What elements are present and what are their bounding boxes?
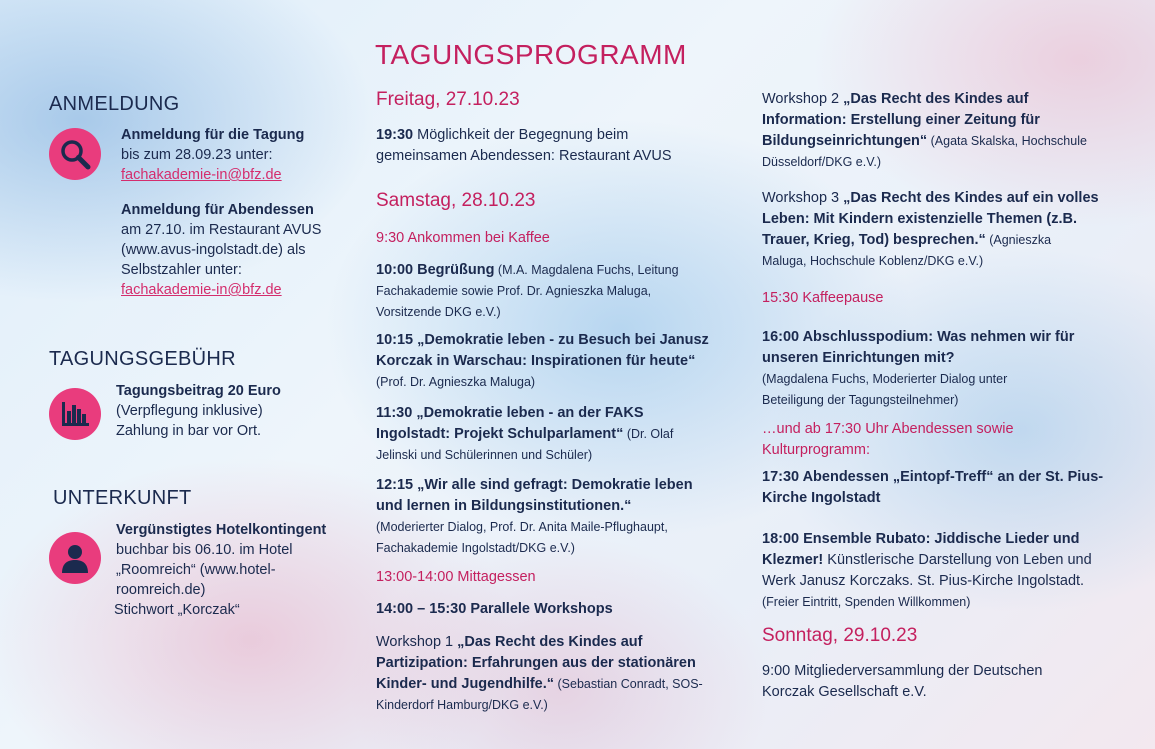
gebuehr-line: (Verpflegung inklusive)	[116, 403, 263, 419]
workshop-label: Workshop 2	[762, 91, 844, 107]
program-item-1000	[376, 260, 746, 323]
workshop-speaker: Maluga, Hochschule Koblenz/DKG e.V.)	[762, 254, 984, 268]
day-heading-saturday: Samstag, 28.10.23	[376, 190, 536, 211]
program-item-workshops: 14:00 – 15:30 Parallele Workshops	[376, 601, 613, 617]
item-title: 10:15 „Demokratie leben - zu Besuch bei Janusz	[376, 332, 709, 348]
page-title: TAGUNGSPROGRAMM	[375, 39, 687, 70]
item-title: 10:00 Begrüßung	[376, 262, 495, 278]
anmeldung-abend-title: Anmeldung für Abendessen	[121, 202, 314, 218]
evening-text: …und ab 17:30 Uhr Abendessen sowie	[762, 421, 1014, 437]
anmeldung-email-link[interactable]: fachakademie-in@bfz.de	[121, 167, 282, 183]
item-speaker: Fachakademie sowie Prof. Dr. Agnieszka Maluga,	[376, 284, 652, 298]
item-time: 19:30	[376, 127, 414, 143]
program-item-1215	[376, 475, 751, 559]
item-title: Klezmer!	[762, 552, 824, 568]
workshop-title: Kinder- und Jugendhilfe.“	[376, 676, 555, 692]
workshop-title: „Das Recht des Kindes auf	[843, 91, 1029, 107]
workshop-label: Workshop 1	[376, 634, 458, 650]
program-item-evening	[762, 419, 1142, 461]
item-title: 16:00 Abschlusspodium: Was nehmen wir für	[762, 329, 1075, 345]
workshop-speaker: Kinderdorf Hamburg/DKG e.V.)	[376, 698, 548, 712]
workshop-title: Trauer, Krieg, Tod) besprechen.“	[762, 232, 986, 248]
anmeldung-abend-line: am 27.10. im Restaurant AVUS	[121, 222, 322, 238]
item-title: 17:30 Abendessen „Eintopf-Treff“ an der St. Pius-	[762, 469, 1104, 485]
section-title-gebuehr: TAGUNGSGEBÜHR	[49, 348, 236, 370]
workshop-label: Workshop 3	[762, 190, 844, 206]
program-item-1800	[762, 529, 1147, 613]
workshop-1	[376, 632, 746, 716]
workshop-3	[762, 188, 1142, 272]
bar-chart-icon	[49, 388, 101, 440]
section-title-unterkunft: UNTERKUNFT	[53, 487, 192, 509]
program-item-friday	[376, 125, 746, 167]
workshop-2	[762, 89, 1142, 173]
gebuehr-line: Zahlung in bar vor Ort.	[116, 423, 262, 439]
program-item-arrival: 9:30 Ankommen bei Kaffee	[376, 230, 550, 246]
workshop-title: Information: Erstellung einer Zeitung für	[762, 112, 1040, 128]
item-speaker: Jelinski und Schülerinnen und Schüler)	[376, 448, 593, 462]
anmeldung-abendessen	[121, 200, 351, 300]
workshop-title: Leben: Mit Kindern existenzielle Themen (z.B.	[762, 211, 1078, 227]
workshop-title: „Das Recht des Kindes auf ein volles	[843, 190, 1099, 206]
item-title: Korczak in Warschau: Inspirationen für heute“	[376, 353, 696, 369]
anmeldung-abend-line: Selbstzahler unter:	[121, 262, 242, 278]
item-speaker: Beteiligung der Tagungsteilnehmer)	[762, 393, 959, 407]
workshop-title: Partizipation: Erfahrungen aus der stationären	[376, 655, 696, 671]
abendessen-email-link[interactable]: fachakademie-in@bfz.de	[121, 282, 282, 298]
anmeldung-tagung-deadline: bis zum 28.09.23 unter:	[121, 147, 273, 163]
workshop-speaker: (Agnieszka	[985, 233, 1052, 247]
item-text: gemeinsamen Abendessen: Restaurant AVUS	[376, 148, 672, 164]
item-title: Ingolstadt: Projekt Schulparlament“	[376, 426, 624, 442]
program-item-1015	[376, 330, 746, 393]
item-title: und lernen in Bildungsinstitutionen.“	[376, 498, 632, 514]
program-item-1730	[762, 467, 1142, 509]
workshop-speaker: (Agata Skalska, Hochschule	[927, 134, 1087, 148]
item-text: Möglichkeit der Begegnung beim	[413, 127, 629, 143]
item-speaker: Vorsitzende DKG e.V.)	[376, 305, 501, 319]
section-title-anmeldung: ANMELDUNG	[49, 93, 180, 115]
evening-text: Kulturprogramm:	[762, 442, 870, 458]
program-item-1600	[762, 327, 1142, 411]
unterkunft-keyword: Stichwort „Korczak“	[114, 602, 240, 618]
unterkunft-line: „Roomreich“ (www.hotel-	[116, 562, 276, 578]
item-speaker: (M.A. Magdalena Fuchs, Leitung	[494, 263, 679, 277]
gebuehr-amount: Tagungsbeitrag 20 Euro	[116, 383, 281, 399]
item-text: 9:00 Mitgliederversammlung der Deutschen	[762, 663, 1043, 679]
program-item-coffee: 15:30 Kaffeepause	[762, 290, 884, 306]
item-text: Korczak Gesellschaft e.V.	[762, 684, 927, 700]
item-speaker: (Magdalena Fuchs, Moderierter Dialog unter	[762, 372, 1008, 386]
day-heading-friday: Freitag, 27.10.23	[376, 89, 520, 110]
item-note: (Freier Eintritt, Spenden Willkommen)	[762, 595, 971, 609]
item-title: Kirche Ingolstadt	[762, 490, 881, 506]
anmeldung-tagung	[121, 125, 351, 185]
item-text: Werk Janusz Korczaks. St. Pius-Kirche Ingolstadt.	[762, 573, 1085, 589]
item-title: 18:00 Ensemble Rubato: Jiddische Lieder und	[762, 531, 1080, 547]
program-item-lunch: 13:00-14:00 Mittagessen	[376, 569, 536, 585]
unterkunft-title: Vergünstigtes Hotelkontingent	[116, 522, 327, 538]
anmeldung-abend-line: (www.avus-ingolstadt.de) als	[121, 242, 306, 258]
item-speaker: (Prof. Dr. Agnieszka Maluga)	[376, 375, 536, 389]
program-item-sunday	[762, 661, 1142, 703]
unterkunft-line: buchbar bis 06.10. im Hotel	[116, 542, 293, 558]
gebuehr-details	[116, 381, 346, 441]
item-speaker: (Moderierter Dialog, Prof. Dr. Anita Maile-Pflughaupt,	[376, 520, 668, 534]
unterkunft-line: roomreich.de)	[116, 582, 206, 598]
workshop-title: „Das Recht des Kindes auf	[457, 634, 643, 650]
program-item-1130	[376, 403, 746, 466]
workshop-title: Bildungseinrichtungen“	[762, 133, 928, 149]
day-heading-sunday: Sonntag, 29.10.23	[762, 625, 918, 646]
item-title: 11:30 „Demokratie leben - an der FAKS	[376, 405, 644, 421]
item-text: Künstlerische Darstellung von Leben und	[823, 552, 1092, 568]
workshop-speaker: Düsseldorf/DKG e.V.)	[762, 155, 882, 169]
item-speaker: (Dr. Olaf	[623, 427, 674, 441]
search-icon	[49, 128, 101, 180]
item-title: unseren Einrichtungen mit?	[762, 350, 955, 366]
unterkunft-details	[116, 520, 356, 620]
item-title: 12:15 „Wir alle sind gefragt: Demokratie leben	[376, 477, 693, 493]
item-speaker: Fachakademie Ingolstadt/DKG e.V.)	[376, 541, 575, 555]
person-icon	[49, 532, 101, 584]
anmeldung-tagung-title: Anmeldung für die Tagung	[121, 127, 305, 143]
workshop-speaker: (Sebastian Conradt, SOS-	[554, 677, 703, 691]
